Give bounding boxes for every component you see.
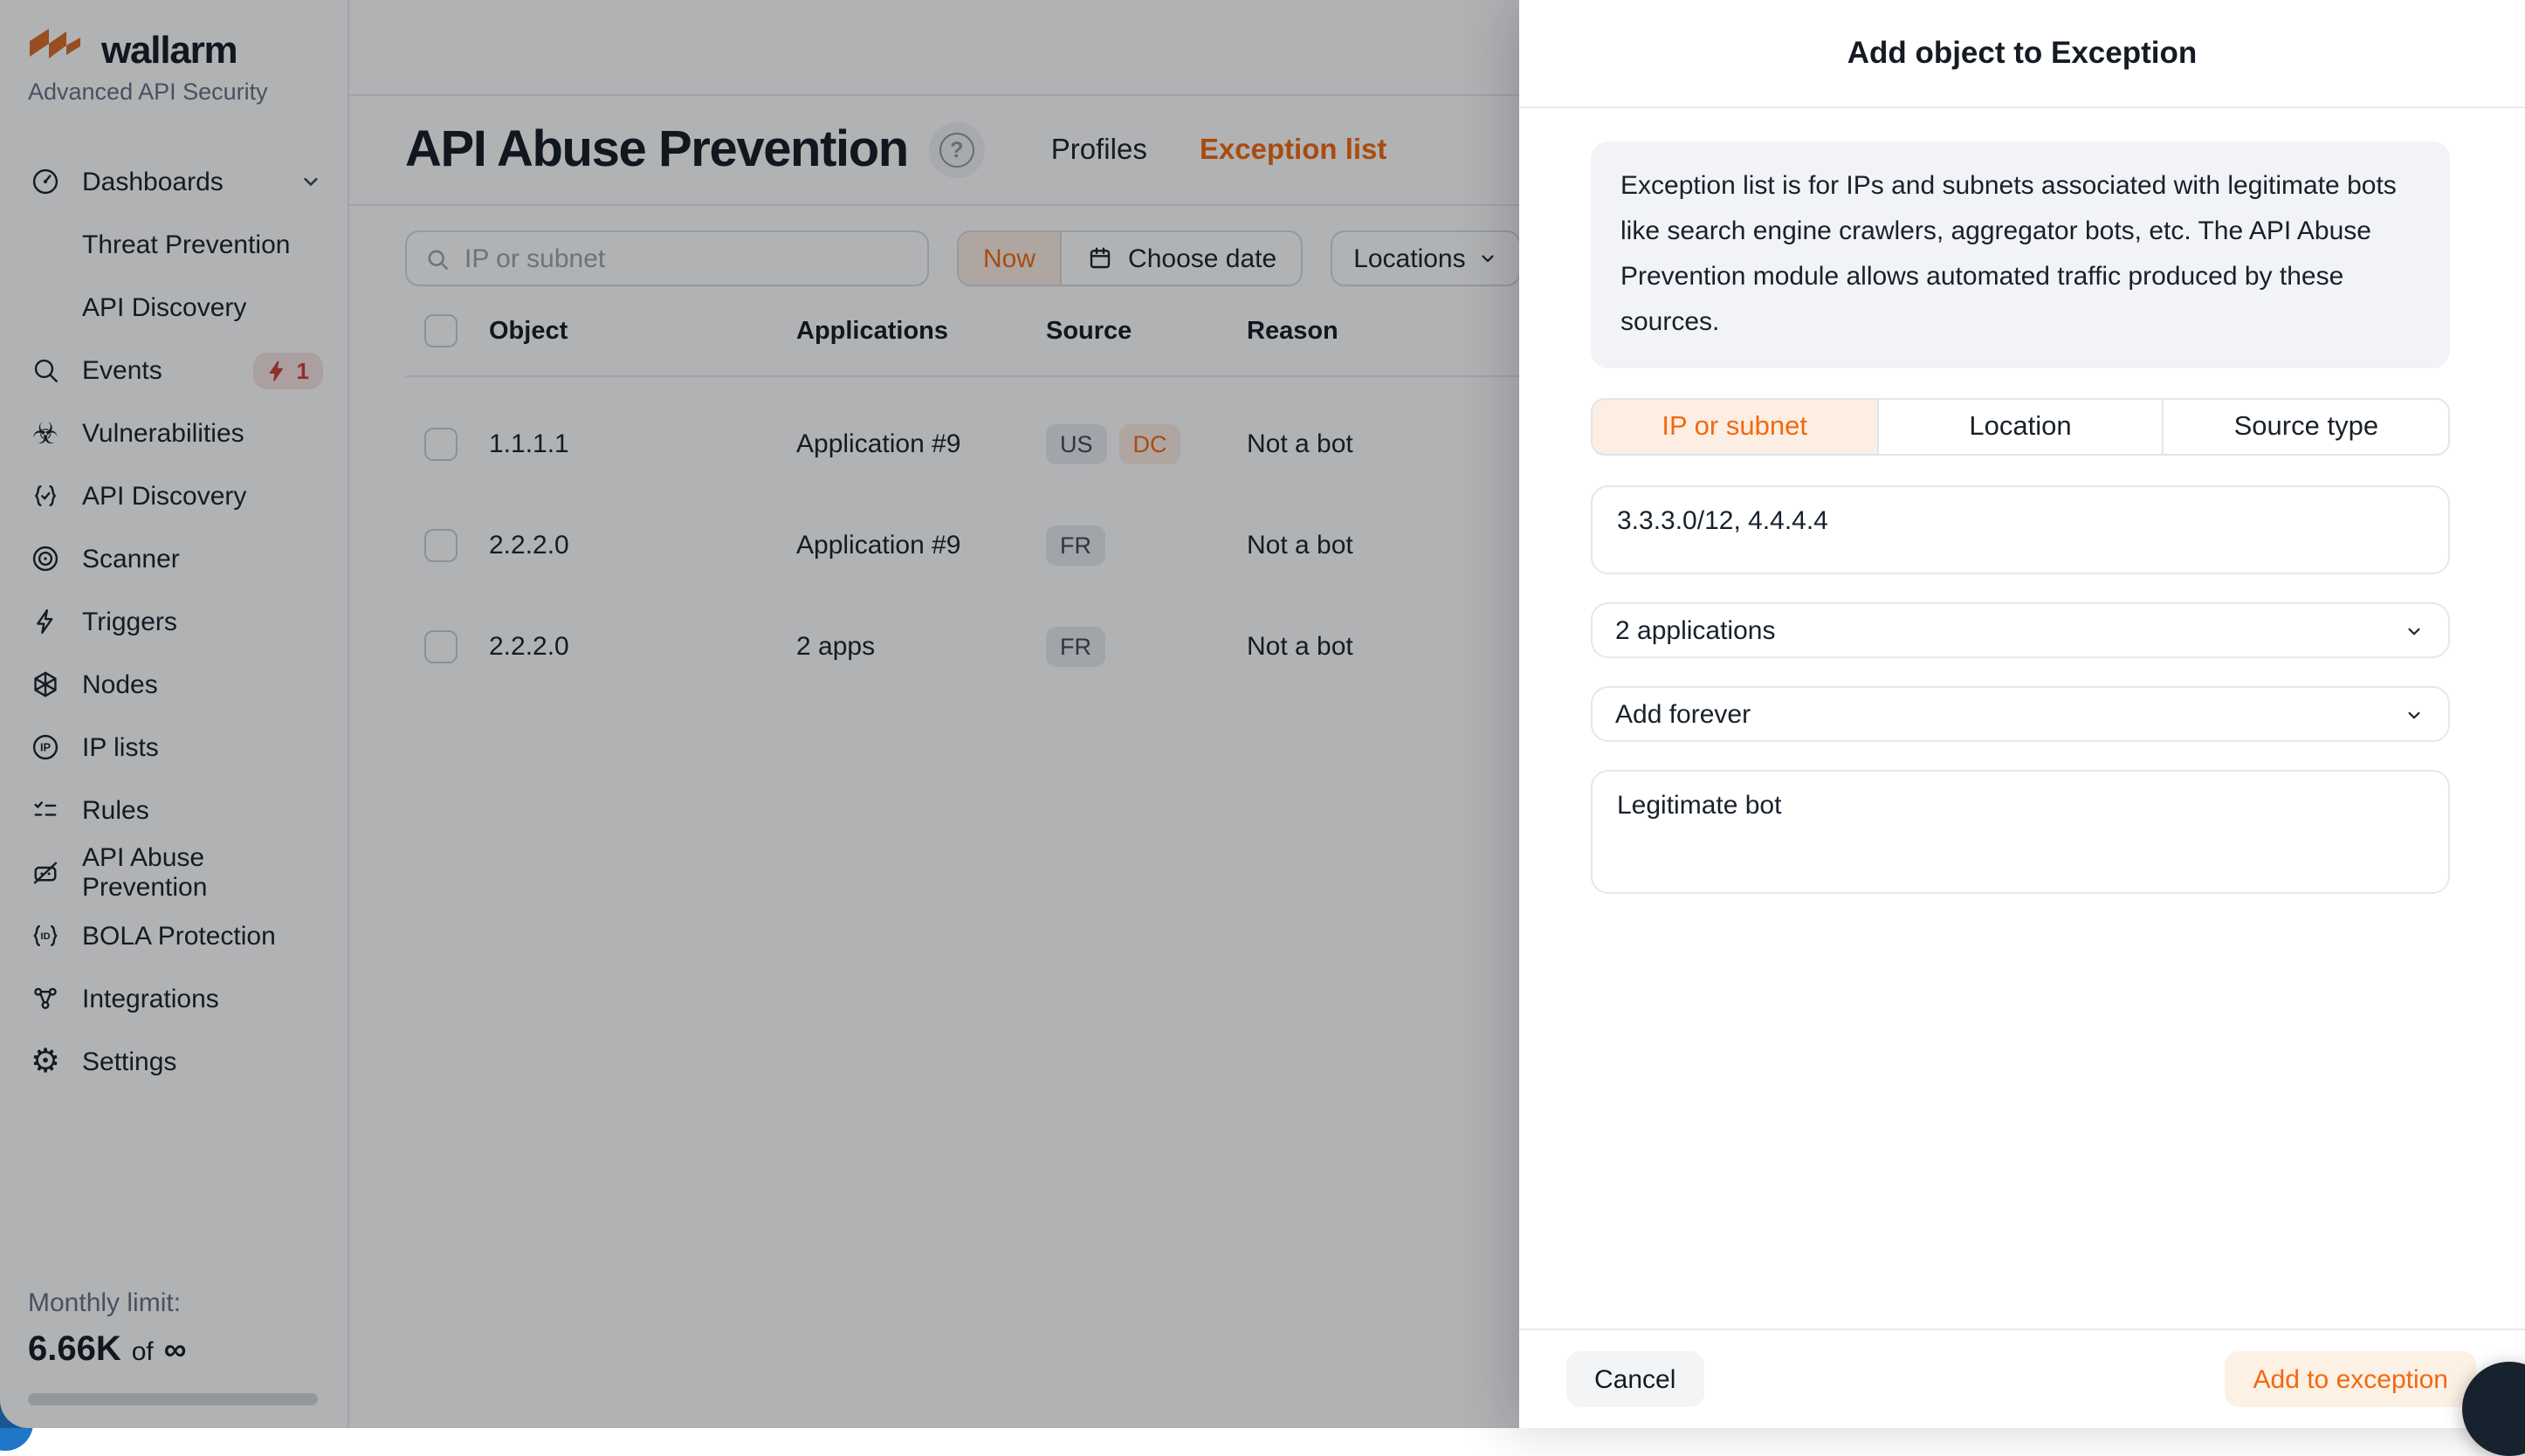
duration-select-value: Add forever	[1615, 699, 1751, 729]
choose-date-label: Choose date	[1128, 244, 1277, 273]
exception-description: Exception list is for IPs and subnets associated with legitimate bots like search engine crawlers, aggregator bots, etc. The API Abuse Prevention module allows automated traffic produced by these sources.	[1591, 141, 2450, 368]
sidebar-item-label: Events	[82, 355, 162, 385]
sidebar-item-label: Threat Prevention	[82, 230, 291, 259]
sidebar-item-label: Settings	[82, 1047, 177, 1076]
drawer-tab-source-type[interactable]: Source type	[2163, 398, 2450, 456]
applications-select-value: 2 applications	[1615, 615, 1776, 645]
add-exception-drawer	[1519, 0, 2525, 1428]
sidebar-item-label: API Abuse Prevention	[82, 843, 208, 903]
column-header-object: Object	[489, 317, 568, 345]
source-badge-fr: FR	[1046, 525, 1105, 565]
gear-icon: ⚙	[30, 1043, 61, 1080]
cancel-button[interactable]: Cancel	[1566, 1351, 1703, 1407]
drawer-title: Add object to Exception	[1519, 0, 2525, 108]
sidebar-item-label: Dashboards	[82, 167, 224, 196]
sidebar-item-label: Scanner	[82, 544, 180, 573]
sidebar-item-label: Triggers	[82, 607, 177, 636]
svg-text:IP: IP	[39, 740, 52, 754]
sidebar-item-label: API Discovery	[82, 481, 247, 511]
cell-object: 1.1.1.1	[489, 429, 569, 458]
sidebar-item-label: Nodes	[82, 670, 158, 699]
chevron-down-icon	[2403, 703, 2425, 725]
duration-select[interactable]	[1591, 686, 2450, 742]
svg-text:ID: ID	[40, 931, 51, 943]
biohazard-icon: ☣	[31, 416, 59, 450]
monthly-limit-separator: of	[131, 1337, 154, 1367]
ip-subnet-input[interactable]: 3.3.3.0/12, 4.4.4.4	[1591, 485, 2450, 574]
column-header-source: Source	[1046, 317, 1132, 345]
cell-reason: Not a bot	[1247, 530, 1353, 560]
sidebar-item-label: Vulnerabilities	[82, 418, 244, 448]
source-badge-dc: DC	[1119, 423, 1181, 464]
sidebar-item-label: API Discovery	[82, 292, 247, 322]
drawer-tab-location[interactable]: Location	[1876, 398, 2164, 456]
drawer-tab-ip-or-subnet[interactable]: IP or subnet	[1591, 398, 1878, 456]
cell-reason: Not a bot	[1247, 631, 1353, 661]
tab-profiles[interactable]: Profiles	[1050, 134, 1147, 165]
chevron-down-icon	[2403, 619, 2425, 642]
question-icon: ?	[939, 133, 974, 168]
cell-object: 2.2.2.0	[489, 530, 569, 560]
drawer-footer	[1519, 1329, 2525, 1428]
cell-applications: Application #9	[796, 429, 961, 458]
tab-exception-list[interactable]: Exception list	[1199, 134, 1387, 165]
column-header-applications: Applications	[796, 317, 949, 345]
applications-select[interactable]	[1591, 602, 2450, 658]
source-badge-us: US	[1046, 423, 1107, 464]
brand-subtitle: Advanced API Security	[28, 79, 268, 105]
brand-name: wallarm	[101, 27, 237, 71]
cell-applications: Application #9	[796, 530, 961, 560]
sidebar-item-label: Integrations	[82, 984, 219, 1013]
infinity-icon: ∞	[163, 1332, 187, 1367]
sidebar-item-label: Rules	[82, 795, 149, 825]
cell-reason: Not a bot	[1247, 429, 1353, 458]
object-type-tabs	[1591, 398, 2450, 456]
badge-count: 1	[296, 357, 309, 383]
add-to-exception-button[interactable]: Add to exception	[2226, 1351, 2477, 1407]
drawer-body	[1519, 108, 2525, 1329]
cell-applications: 2 apps	[796, 631, 876, 661]
reason-input[interactable]: Legitimate bot	[1591, 770, 2450, 894]
locations-label: Locations	[1353, 244, 1466, 273]
cell-object: 2.2.2.0	[489, 631, 569, 661]
sidebar-item-label: BOLA Protection	[82, 921, 276, 951]
source-badge-fr: FR	[1046, 626, 1105, 666]
sidebar-item-label: IP lists	[82, 732, 159, 762]
monthly-limit-label: Monthly limit:	[28, 1288, 182, 1318]
monthly-limit-used: 6.66K	[28, 1330, 121, 1369]
column-header-reason: Reason	[1247, 317, 1338, 345]
now-button[interactable]: Now	[959, 232, 1062, 285]
page-title: API Abuse Prevention	[405, 121, 908, 177]
